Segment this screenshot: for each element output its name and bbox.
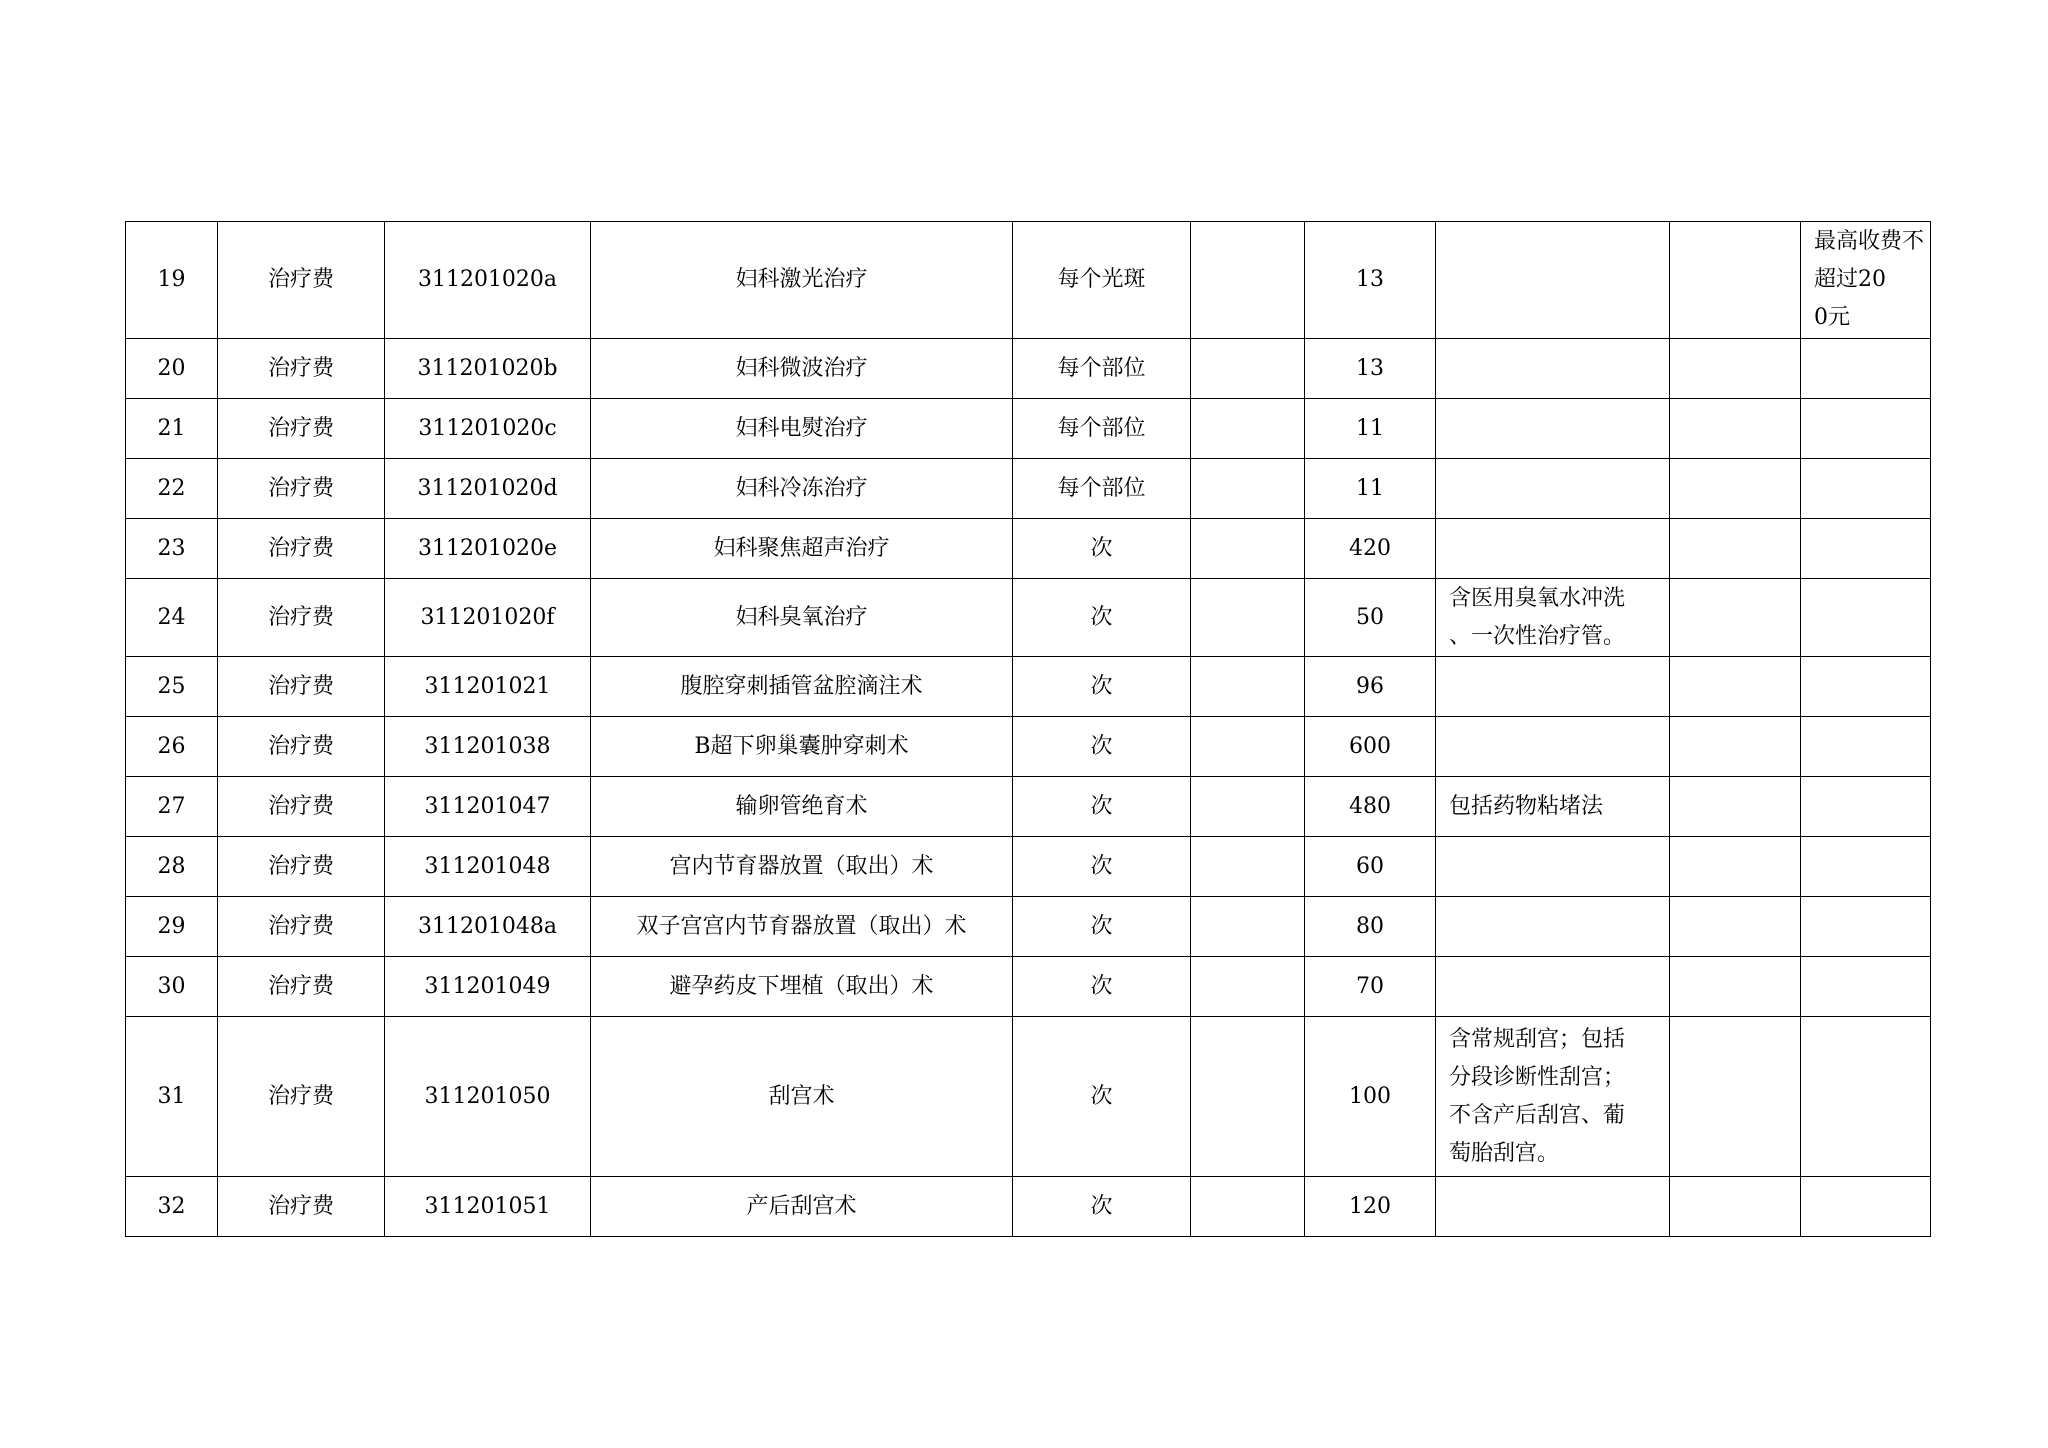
fee-category: 治疗费 [218, 1017, 385, 1177]
pricing-unit: 次 [1013, 579, 1191, 657]
blank-cell [1191, 579, 1305, 657]
item-note [1436, 657, 1670, 717]
item-name: 妇科聚焦超声治疗 [591, 519, 1013, 579]
blank-cell [1191, 339, 1305, 399]
fee-category: 治疗费 [218, 459, 385, 519]
blank-cell [1670, 1017, 1801, 1177]
fee-table [125, 221, 1931, 1237]
pricing-unit: 次 [1013, 897, 1191, 957]
remark [1801, 657, 1931, 717]
table-row [126, 399, 1931, 459]
item-name: 双子宫宫内节育器放置（取出）术 [591, 897, 1013, 957]
blank-cell [1670, 897, 1801, 957]
blank-cell [1191, 717, 1305, 777]
item-name: 输卵管绝育术 [591, 777, 1013, 837]
row-number: 20 [126, 339, 218, 399]
item-code: 311201048 [385, 837, 591, 897]
pricing-unit: 次 [1013, 837, 1191, 897]
blank-cell [1191, 1017, 1305, 1177]
remark [1801, 1177, 1931, 1237]
item-name: 产后刮宫术 [591, 1177, 1013, 1237]
blank-cell [1191, 837, 1305, 897]
table-row [126, 1017, 1931, 1177]
item-name: 妇科微波治疗 [591, 339, 1013, 399]
item-note [1436, 459, 1670, 519]
item-note: 含常规刮宫；包括 分段诊断性刮宫； 不含产后刮宫、葡 萄胎刮宫。 [1436, 1017, 1670, 1177]
pricing-unit: 次 [1013, 1177, 1191, 1237]
remark [1801, 579, 1931, 657]
remark [1801, 339, 1931, 399]
remark: 最高收费不 超过20 0元 [1801, 222, 1931, 339]
table-row [126, 957, 1931, 1017]
blank-cell [1670, 657, 1801, 717]
table-row [126, 579, 1931, 657]
blank-cell [1670, 837, 1801, 897]
price: 96 [1305, 657, 1436, 717]
item-note [1436, 222, 1670, 339]
price: 13 [1305, 222, 1436, 339]
item-code: 311201020f [385, 579, 591, 657]
blank-cell [1670, 579, 1801, 657]
row-number: 30 [126, 957, 218, 1017]
item-note [1436, 399, 1670, 459]
table-row [126, 777, 1931, 837]
row-number: 22 [126, 459, 218, 519]
row-number: 21 [126, 399, 218, 459]
item-code: 311201020e [385, 519, 591, 579]
item-name: 腹腔穿刺插管盆腔滴注术 [591, 657, 1013, 717]
blank-cell [1191, 222, 1305, 339]
item-name: 妇科臭氧治疗 [591, 579, 1013, 657]
row-number: 19 [126, 222, 218, 339]
fee-category: 治疗费 [218, 657, 385, 717]
price: 80 [1305, 897, 1436, 957]
item-code: 311201038 [385, 717, 591, 777]
item-code: 311201051 [385, 1177, 591, 1237]
remark [1801, 459, 1931, 519]
row-number: 23 [126, 519, 218, 579]
fee-category: 治疗费 [218, 579, 385, 657]
pricing-unit: 次 [1013, 957, 1191, 1017]
price: 100 [1305, 1017, 1436, 1177]
price: 60 [1305, 837, 1436, 897]
item-note [1436, 837, 1670, 897]
pricing-unit: 次 [1013, 717, 1191, 777]
table-row [126, 897, 1931, 957]
item-name: 刮宫术 [591, 1017, 1013, 1177]
blank-cell [1191, 657, 1305, 717]
blank-cell [1670, 339, 1801, 399]
item-code: 311201050 [385, 1017, 591, 1177]
fee-category: 治疗费 [218, 837, 385, 897]
fee-category: 治疗费 [218, 1177, 385, 1237]
item-note: 包括药物粘堵法 [1436, 777, 1670, 837]
remark [1801, 1017, 1931, 1177]
item-code: 311201020c [385, 399, 591, 459]
item-code: 311201020b [385, 339, 591, 399]
row-number: 29 [126, 897, 218, 957]
row-number: 32 [126, 1177, 218, 1237]
remark [1801, 777, 1931, 837]
item-code: 311201020d [385, 459, 591, 519]
price: 70 [1305, 957, 1436, 1017]
table-row [126, 837, 1931, 897]
table-row [126, 519, 1931, 579]
pricing-unit: 次 [1013, 519, 1191, 579]
row-number: 28 [126, 837, 218, 897]
row-number: 27 [126, 777, 218, 837]
pricing-unit: 每个部位 [1013, 399, 1191, 459]
item-note [1436, 957, 1670, 1017]
pricing-unit: 次 [1013, 777, 1191, 837]
pricing-unit: 每个部位 [1013, 339, 1191, 399]
blank-cell [1670, 399, 1801, 459]
blank-cell [1670, 1177, 1801, 1237]
row-number: 26 [126, 717, 218, 777]
item-note [1436, 519, 1670, 579]
remark [1801, 897, 1931, 957]
table-row [126, 657, 1931, 717]
price: 480 [1305, 777, 1436, 837]
item-name: B超下卵巢囊肿穿刺术 [591, 717, 1013, 777]
item-code: 311201021 [385, 657, 591, 717]
table-row [126, 459, 1931, 519]
blank-cell [1670, 459, 1801, 519]
fee-category: 治疗费 [218, 957, 385, 1017]
fee-category: 治疗费 [218, 777, 385, 837]
price: 420 [1305, 519, 1436, 579]
item-code: 311201047 [385, 777, 591, 837]
row-number: 24 [126, 579, 218, 657]
item-note: 含医用臭氧水冲洗 、一次性治疗管。 [1436, 579, 1670, 657]
table-row [126, 1177, 1931, 1237]
fee-category: 治疗费 [218, 897, 385, 957]
pricing-unit: 每个部位 [1013, 459, 1191, 519]
table-row [126, 339, 1931, 399]
blank-cell [1670, 717, 1801, 777]
price: 50 [1305, 579, 1436, 657]
blank-cell [1191, 1177, 1305, 1237]
blank-cell [1191, 957, 1305, 1017]
fee-category: 治疗费 [218, 339, 385, 399]
fee-category: 治疗费 [218, 222, 385, 339]
price: 13 [1305, 339, 1436, 399]
item-note [1436, 717, 1670, 777]
item-note [1436, 1177, 1670, 1237]
blank-cell [1191, 459, 1305, 519]
remark [1801, 957, 1931, 1017]
fee-category: 治疗费 [218, 717, 385, 777]
item-note [1436, 339, 1670, 399]
blank-cell [1191, 897, 1305, 957]
pricing-unit: 次 [1013, 1017, 1191, 1177]
item-code: 311201049 [385, 957, 591, 1017]
item-code: 311201048a [385, 897, 591, 957]
remark [1801, 837, 1931, 897]
pricing-unit: 每个光斑 [1013, 222, 1191, 339]
row-number: 25 [126, 657, 218, 717]
blank-cell [1670, 777, 1801, 837]
remark [1801, 519, 1931, 579]
table-row [126, 222, 1931, 339]
item-name: 避孕药皮下埋植（取出）术 [591, 957, 1013, 1017]
pricing-unit: 次 [1013, 657, 1191, 717]
remark [1801, 399, 1931, 459]
blank-cell [1191, 399, 1305, 459]
row-number: 31 [126, 1017, 218, 1177]
blank-cell [1191, 519, 1305, 579]
price: 11 [1305, 459, 1436, 519]
table-row [126, 717, 1931, 777]
item-name: 妇科冷冻治疗 [591, 459, 1013, 519]
item-name: 妇科激光治疗 [591, 222, 1013, 339]
blank-cell [1670, 519, 1801, 579]
blank-cell [1670, 222, 1801, 339]
remark [1801, 717, 1931, 777]
item-note [1436, 897, 1670, 957]
item-code: 311201020a [385, 222, 591, 339]
item-name: 妇科电熨治疗 [591, 399, 1013, 459]
price: 11 [1305, 399, 1436, 459]
price: 120 [1305, 1177, 1436, 1237]
fee-category: 治疗费 [218, 399, 385, 459]
blank-cell [1670, 957, 1801, 1017]
blank-cell [1191, 777, 1305, 837]
fee-category: 治疗费 [218, 519, 385, 579]
price: 600 [1305, 717, 1436, 777]
item-name: 宫内节育器放置（取出）术 [591, 837, 1013, 897]
